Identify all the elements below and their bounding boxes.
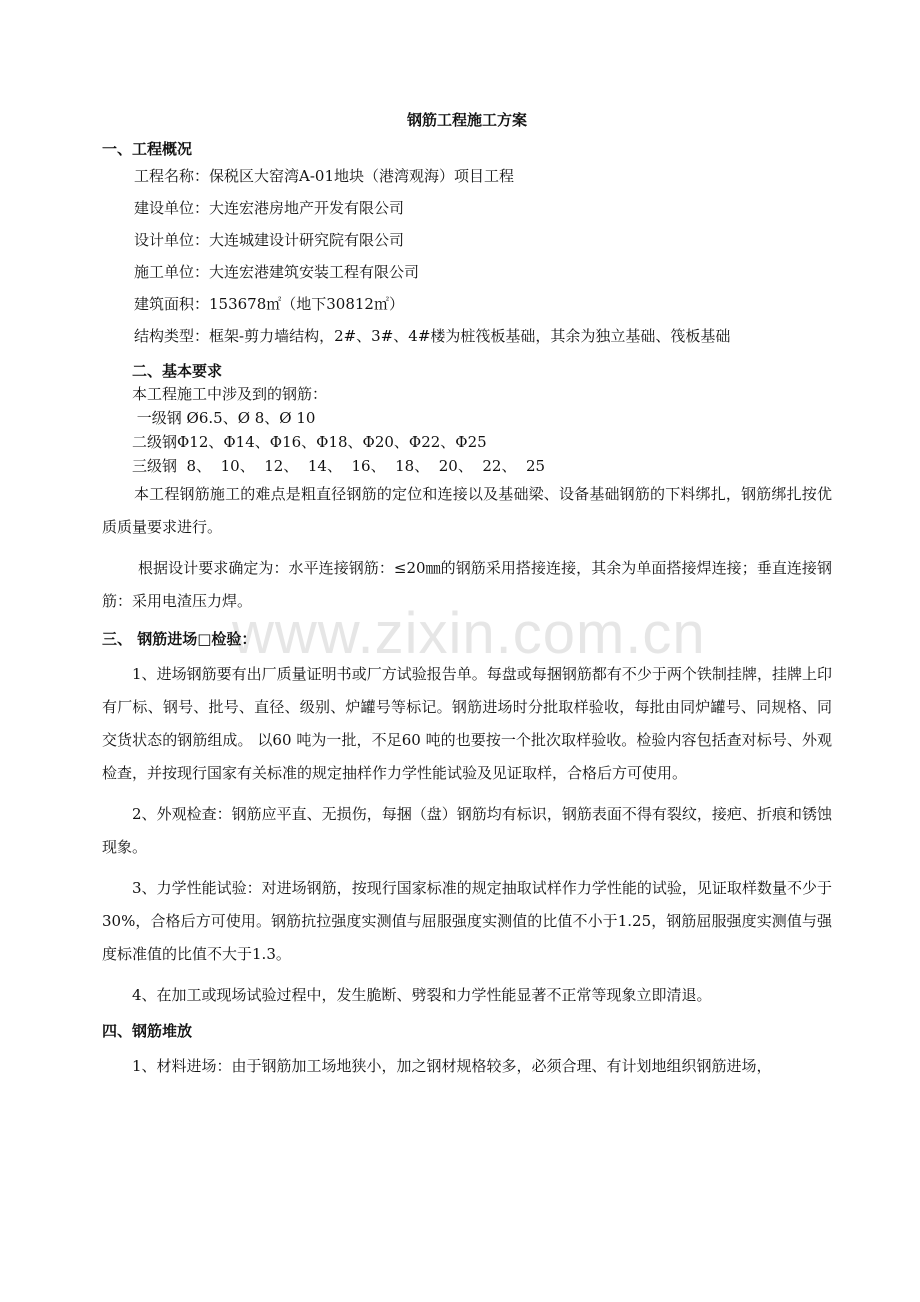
rebar-spec-list [102, 382, 832, 478]
paragraph-connection: 根据设计要求确定为：水平连接钢筋：≤20㎜的钢筋采用搭接连接，其余为单面搭接焊连接；垂直连接钢筋：采用电渣压力焊。 [102, 559, 832, 610]
paragraph-storage-1: 1、材料进场：由于钢筋加工场地狭小，加之钢材规格较多，必须合理、有计划地组织钢筋进场， [132, 1057, 772, 1075]
document-body [102, 108, 832, 1083]
info-line-owner: 建设单位：大连宏港房地产开发有限公司 [134, 199, 405, 217]
watermark: www.zixin.com.cn [232, 601, 706, 666]
paragraph-inspection-2: 2、外观检查：钢筋应平直、无损伤，每捆（盘）钢筋均有标识，钢筋表面不得有裂纹，接疤、折痕和锈蚀现象。 [102, 805, 832, 856]
section-heading-requirements: 二、基本要求 [132, 362, 223, 380]
paragraph-difficulty: 本工程钢筋施工的难点是粗直径钢筋的定位和连接以及基础梁、设备基础钢筋的下料绑扎，钢筋绑扎按优质质量要求进行。 [102, 485, 832, 536]
info-line-designer: 设计单位：大连城建设计研究院有限公司 [134, 231, 405, 249]
section-heading-inspection: 三、 钢筋进场□检验： [102, 630, 257, 648]
info-line-contractor: 施工单位：大连宏港建筑安装工程有限公司 [134, 263, 420, 281]
section-heading-storage: 四、钢筋堆放 [102, 1022, 193, 1040]
rebar-grade-2: 二级钢Φ12、Φ14、Φ16、Φ18、Φ20、Φ22、Φ25 [132, 433, 487, 451]
section-heading-overview: 一、工程概况 [102, 140, 193, 158]
info-line-area: 建筑面积：153678㎡（地下30812㎡） [134, 295, 404, 313]
paragraph-inspection-4: 4、在加工或现场试验过程中，发生脆断、劈裂和力学性能显著不正常等现象立即清退。 [132, 986, 712, 1004]
info-line-structure: 结构类型：框架-剪力墙结构，2#、3#、4#楼为桩筏板基础，其余为独立基础、筏板基础 [134, 327, 731, 345]
paragraph-inspection-3: 3、力学性能试验：对进场钢筋，按现行国家标准的规定抽取试样作力学性能的试验，见证取样数量不少于30%，合格后方可使用。钢筋抗拉强度实测值与屈服强度实测值的比值不小于1.25，钢筋屈服强度实测值与强度标准值的比值不大于1.3。 [102, 879, 832, 963]
project-info-list [102, 160, 832, 352]
info-line-project-name: 工程名称：保税区大窑湾A-01地块（港湾观海）项目工程 [134, 167, 514, 185]
document-title: 钢筋工程施工方案 [406, 111, 527, 129]
paragraph-inspection-1: 1、进场钢筋要有出厂质量证明书或厂方试验报告单。每盘或每捆钢筋都有不少于两个铁制挂牌，挂牌上印有厂标、钢号、批号、直径、级别、炉罐号等标记。钢筋进场时分批取样验收，每批由同炉罐号、同规格、同交货状态的钢筋组成。 以60 吨为一批，不足60 吨的也要按一个批次取样验收。检验内容包括查对标号、外观检查，并按现行国家有关标准的规定抽样作力学性能试验及见证取样，合格后方可使用。 [102, 665, 832, 782]
rebar-intro: 本工程施工中涉及到的钢筋： [132, 385, 328, 403]
rebar-grade-1: 一级钢 Ø6.5、Ø 8、Ø 10 [132, 409, 316, 427]
rebar-grade-3: 三级钢 8、 10、 12、 14、 16、 18、 20、 22、 25 [132, 457, 546, 475]
